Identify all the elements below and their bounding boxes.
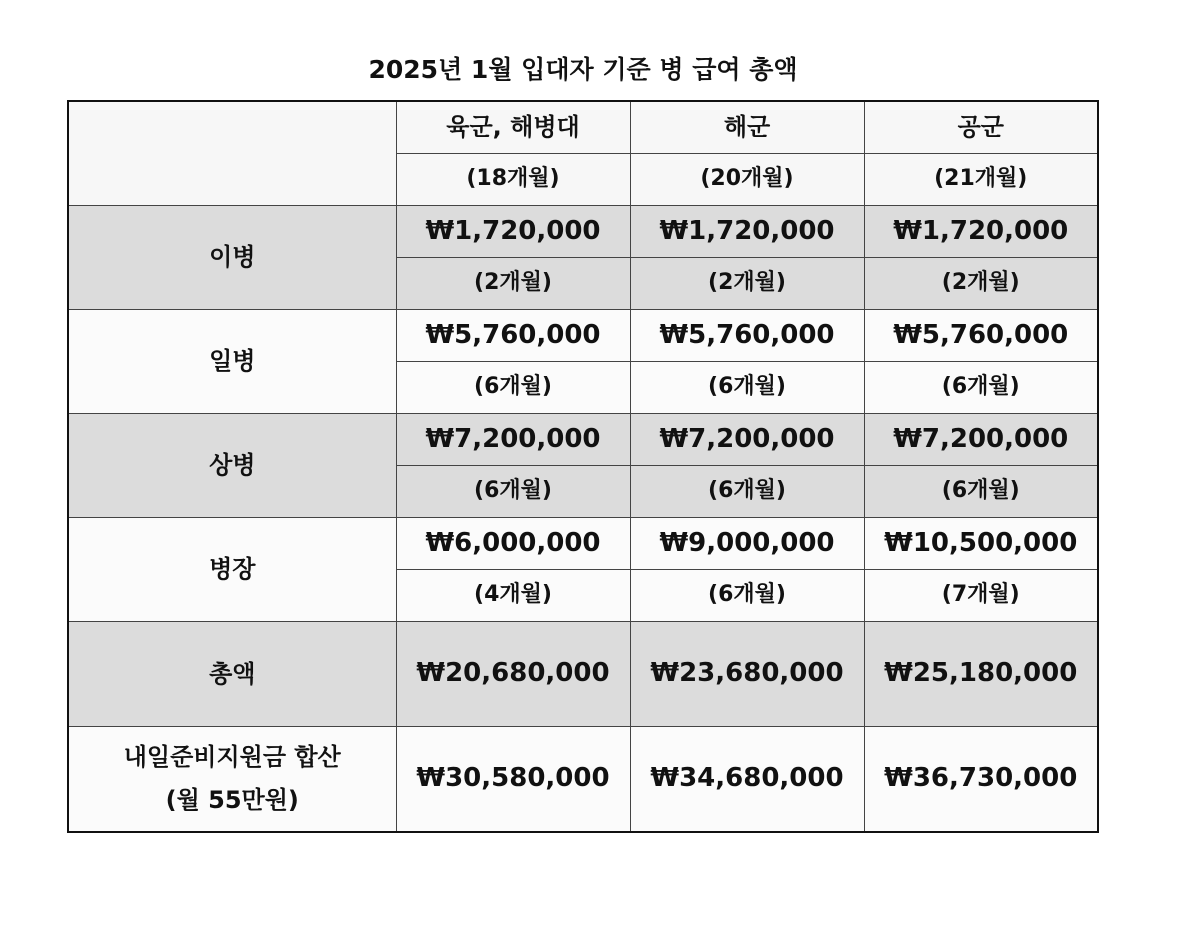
amount-cell: ₩7,200,000 bbox=[630, 414, 864, 466]
months-cell: (6개월) bbox=[396, 466, 630, 518]
amount-cell: ₩1,720,000 bbox=[864, 206, 1098, 258]
branch-period-navy: (20개월) bbox=[630, 154, 864, 206]
combined-label bbox=[68, 727, 396, 833]
amount-cell: ₩1,720,000 bbox=[630, 206, 864, 258]
rank-label: 병장 bbox=[68, 518, 396, 622]
total-amount-army: ₩20,680,000 bbox=[396, 622, 630, 727]
table-row bbox=[68, 206, 1098, 258]
months-cell: (2개월) bbox=[396, 258, 630, 310]
months-cell: (6개월) bbox=[396, 362, 630, 414]
amount-cell: ₩5,760,000 bbox=[630, 310, 864, 362]
combined-amount-army: ₩30,580,000 bbox=[396, 727, 630, 833]
total-amount-navy: ₩23,680,000 bbox=[630, 622, 864, 727]
months-cell: (6개월) bbox=[864, 362, 1098, 414]
months-cell: (2개월) bbox=[864, 258, 1098, 310]
amount-cell: ₩5,760,000 bbox=[864, 310, 1098, 362]
amount-cell: ₩5,760,000 bbox=[396, 310, 630, 362]
table-row bbox=[68, 414, 1098, 466]
rank-label: 일병 bbox=[68, 310, 396, 414]
months-cell: (6개월) bbox=[630, 362, 864, 414]
branch-period-army: (18개월) bbox=[396, 154, 630, 206]
rank-label: 상병 bbox=[68, 414, 396, 518]
table-row bbox=[68, 310, 1098, 362]
total-label: 총액 bbox=[68, 622, 396, 727]
months-cell: (2개월) bbox=[630, 258, 864, 310]
header-row-branch bbox=[68, 101, 1098, 154]
combined-amount-airforce: ₩36,730,000 bbox=[864, 727, 1098, 833]
months-cell: (7개월) bbox=[864, 570, 1098, 622]
combined-label-line1: 내일준비지원금 합산 bbox=[123, 743, 341, 772]
branch-name-airforce: 공군 bbox=[864, 101, 1098, 154]
combined-label-line2: (월 55만원) bbox=[165, 786, 299, 814]
months-cell: (4개월) bbox=[396, 570, 630, 622]
branch-name-navy: 해군 bbox=[630, 101, 864, 154]
branch-name-army: 육군, 해병대 bbox=[396, 101, 630, 154]
amount-cell: ₩10,500,000 bbox=[864, 518, 1098, 570]
amount-cell: ₩6,000,000 bbox=[396, 518, 630, 570]
header-empty-cell bbox=[68, 101, 396, 206]
page-title: 2025년 1월 입대자 기준 병 급여 총액 bbox=[368, 55, 798, 84]
months-cell: (6개월) bbox=[630, 466, 864, 518]
table-row bbox=[68, 518, 1098, 570]
months-cell: (6개월) bbox=[864, 466, 1098, 518]
rank-label: 이병 bbox=[68, 206, 396, 310]
total-amount-airforce: ₩25,180,000 bbox=[864, 622, 1098, 727]
months-cell: (6개월) bbox=[630, 570, 864, 622]
amount-cell: ₩9,000,000 bbox=[630, 518, 864, 570]
salary-table bbox=[67, 100, 1099, 833]
amount-cell: ₩7,200,000 bbox=[864, 414, 1098, 466]
combined-amount-navy: ₩34,680,000 bbox=[630, 727, 864, 833]
amount-cell: ₩1,720,000 bbox=[396, 206, 630, 258]
branch-period-airforce: (21개월) bbox=[864, 154, 1098, 206]
combined-row bbox=[68, 727, 1098, 833]
amount-cell: ₩7,200,000 bbox=[396, 414, 630, 466]
total-row bbox=[68, 622, 1098, 727]
